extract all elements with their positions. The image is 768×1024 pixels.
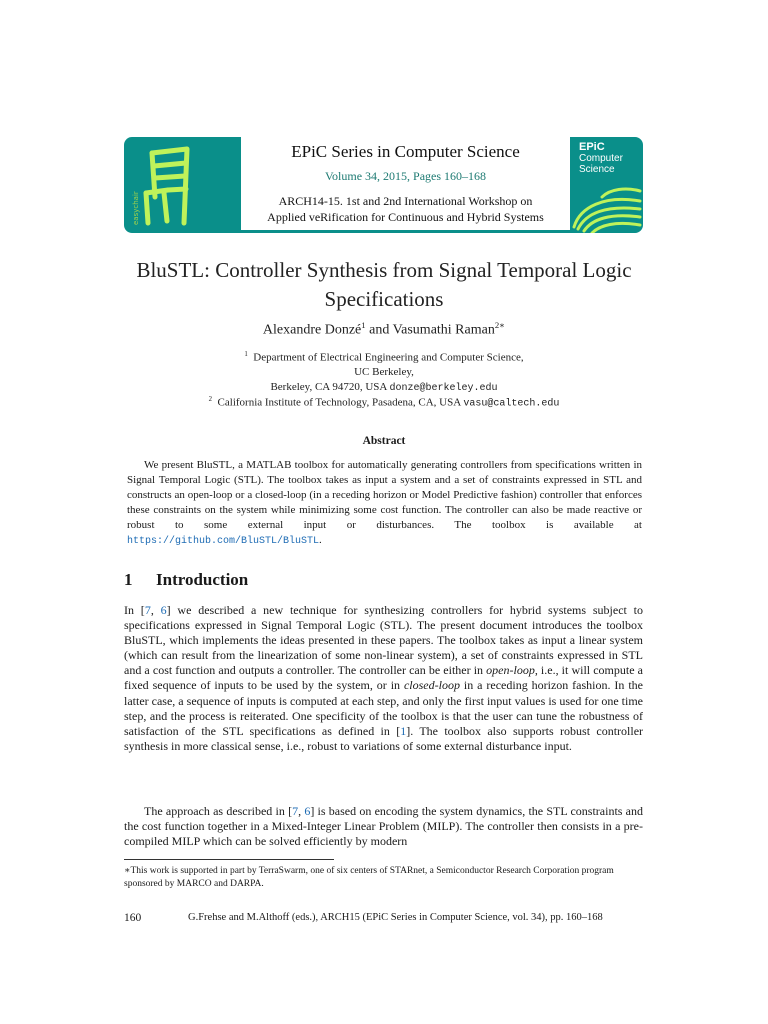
- email-link[interactable]: donze@berkeley.edu: [389, 383, 498, 394]
- abstract-period: .: [319, 534, 322, 546]
- author-affil-mark: 2∗: [494, 320, 506, 330]
- text-run: ] is based on encoding the system dynamics, the STL constraints and the cost function together in a Mixed-Integer Linear Problem (MILP). The controller then consists in a pre-compiled MILP which can be solved efficiently by modern: [124, 804, 644, 849]
- text-run: in a receding horizon fashion. In the latter case, a sequence of inputs is computed at each step, and only the first input values is used for one time step, and the process is reiterated. One specificity of the toolbox is that the user can tune the robustness of satisfaction of the STL specifications as defined in [: [124, 678, 644, 738]
- svg-text:easychair: easychair: [132, 191, 140, 225]
- banner-left-panel: [124, 137, 241, 233]
- footnote: ∗This work is supported in part by TerraSwarm, one of six centers of STARnet, a Semiconductor Research Corporation program sponsored by MARCO and DARPA.: [124, 866, 614, 889]
- paper-title: [80, 256, 688, 314]
- footnote-rule: [124, 859, 334, 860]
- chair-icon: [124, 137, 241, 233]
- author-name: Vasumathi Raman: [392, 322, 495, 338]
- affiliation-1: [80, 351, 688, 364]
- github-link[interactable]: https://github.com/BluSTL/BluSTL: [127, 536, 320, 547]
- affil-number: 2: [208, 396, 213, 403]
- citation-link[interactable]: 1: [400, 723, 407, 738]
- author-name: Alexandre Donzé: [262, 322, 362, 338]
- email-link[interactable]: vasu@caltech.edu: [463, 398, 560, 410]
- banner-rule: [241, 230, 570, 233]
- section-title: Introduction: [156, 570, 249, 589]
- intro-paragraph-2: [124, 804, 643, 849]
- series-banner: [124, 137, 643, 233]
- citation-link[interactable]: 7: [144, 603, 151, 617]
- intro-paragraph-1: [124, 603, 643, 754]
- epic-logo: [570, 137, 643, 233]
- text-run: In [: [124, 603, 145, 617]
- series-title: EPiC Series in Computer Science: [291, 142, 520, 161]
- affil-number: 1: [244, 351, 248, 358]
- author-conjunction: and: [369, 322, 390, 338]
- affiliation-2: [80, 396, 688, 410]
- workshop-name: [241, 193, 570, 225]
- affil-address: California Institute of Technology, Pasadena, CA, USA: [217, 396, 461, 409]
- text-run: , i.e., it will compute a fixed sequence of inputs to be used by the system, or in: [124, 663, 643, 693]
- affil-dept: Department of Electrical Engineering and Computer Science,: [253, 351, 524, 364]
- logo-line-3: Science: [579, 164, 615, 175]
- title-line-2: Specifications: [324, 287, 444, 311]
- series-info: [241, 137, 570, 230]
- emphasis-text: closed-loop: [403, 678, 460, 693]
- author-list: [80, 320, 688, 339]
- page-number: 160: [124, 912, 142, 924]
- volume-pages: Volume 34, 2015, Pages 160–168: [324, 169, 487, 183]
- workshop-line-2: Applied veRification for Continuous and Hybrid Systems: [267, 210, 544, 224]
- wave-icon: [570, 137, 643, 233]
- abstract-body: [127, 458, 642, 549]
- citation-link[interactable]: 6: [304, 804, 311, 818]
- title-line-1: BluSTL: Controller Synthesis from Signal Temporal Logic: [136, 258, 632, 282]
- workshop-line-1: ARCH14-15. 1st and 2nd International Workshop on: [278, 194, 533, 208]
- citation-link[interactable]: 7: [292, 804, 299, 818]
- affil-address: Berkeley, CA 94720, USA: [270, 381, 387, 393]
- author-affil-mark: 1: [361, 320, 366, 330]
- abstract-heading: Abstract: [362, 435, 406, 447]
- text-run: The approach as described in [: [144, 804, 293, 818]
- section-number: 1: [124, 570, 133, 589]
- logo-line-2: Computer: [579, 153, 623, 164]
- abstract-text: We present BluSTL, a MATLAB toolbox for automatically generating controllers from specifications written in Signal Temporal Logic (STL). The toolbox takes as input a system and a set of constraints expressed in STL and constructs an open-loop or a closed-loop (in a receding horizon or Model Predictive fashion) controller that enforces these constraints on the system while minimizing some cost function. The controller can also be made reactive or robust to some external input or disturbances. The toolbox is available at: [127, 459, 642, 531]
- citation-link[interactable]: 6: [160, 603, 167, 617]
- emphasis-text: open-loop: [486, 663, 535, 678]
- text-run: ,: [298, 804, 305, 818]
- affiliation-1-address: [80, 381, 688, 394]
- text-run: ]. The toolbox also supports robust controller synthesis in more classical sense, i.e., robust to variations of some external disturbance input.: [124, 723, 644, 753]
- affiliation-1-institution: UC Berkeley,: [354, 366, 414, 378]
- logo-brand: EPiC: [579, 141, 605, 153]
- section-heading: [124, 570, 248, 590]
- text-run: ,: [150, 603, 161, 617]
- footer-citation: G.Frehse and M.Althoff (eds.), ARCH15 (EPiC Series in Computer Science, vol. 34), pp. 160–168: [188, 912, 603, 923]
- text-run: ] we described a new technique for synthesizing controllers for hybrid systems subject to specifications expressed in Signal Temporal Logic (STL). The present document introduces the toolbox BluSTL, which implements the ideas presented in these papers. The toolbox takes as input a linear system (which can result from the linearization of some non-linear system), a set of constraints expressed in STL and a cost function and outputs a controller. The controller can be either in: [124, 603, 644, 678]
